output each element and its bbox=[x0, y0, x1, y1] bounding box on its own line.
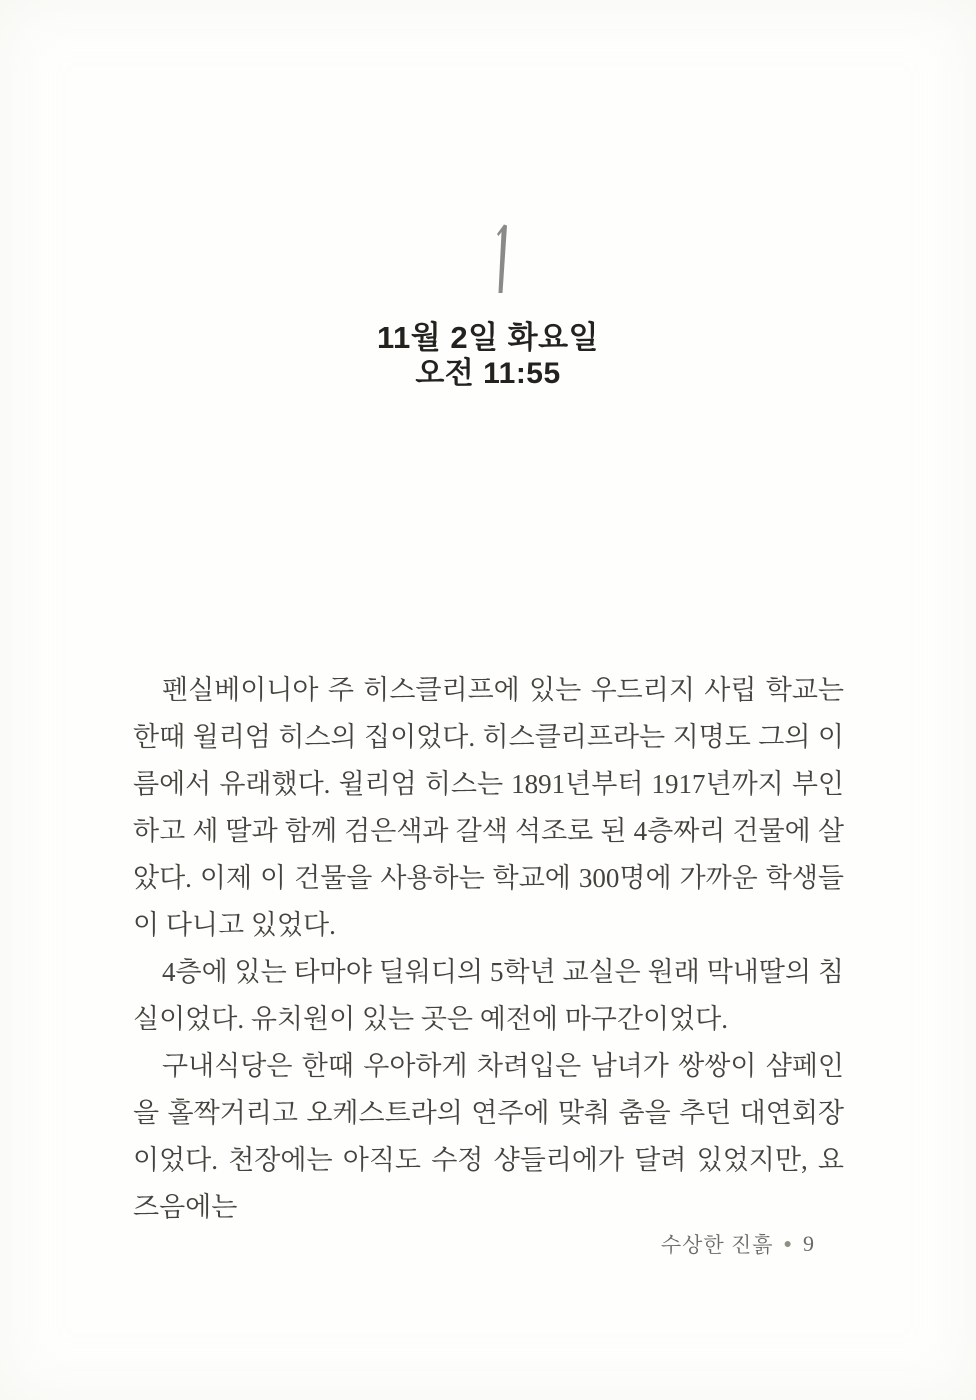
chapter-time-heading: 오전 11:55 bbox=[415, 357, 561, 390]
bullet-dot-icon: ● bbox=[783, 1237, 793, 1252]
paragraph-3: 구내식당은 한때 우아하게 차려입은 남녀가 쌍쌍이 샴페인을 홀짝거리고 오케스트라의 연주에 맞춰 춤을 추던 대연회장이었다. 천장에는 아직도 수정 샹들리에가 달려 있었지만, 요즈음에는 bbox=[133, 1051, 844, 1222]
running-title: 수상한 진흙 bbox=[660, 1233, 774, 1257]
chapter-heading bbox=[0, 320, 976, 392]
paragraph-1: 펜실베이니아 주 히스클리프에 있는 우드리지 사립 학교는 한때 윌리엄 히스의 집이었다. 히스클리프라는 지명도 그의 이름에서 유래했다. 윌리엄 히스는 1891년부터 1917년까지 부인하고 세 딸과 함께 검은색과 갈색 석조로 된 4층짜리 건물에 살았다. 이제 이 건물을 사용하는 학교에 300명에 가까운 학생들이 다니고 있었다. bbox=[133, 675, 844, 940]
paragraph-2: 4층에 있는 타마야 딜워디의 5학년 교실은 원래 막내딸의 침실이었다. 유치원이 있는 곳은 예전에 마구간이었다. bbox=[133, 957, 844, 1034]
body-text-block bbox=[133, 667, 844, 1231]
chapter-number-1-icon bbox=[488, 224, 516, 294]
chapter-date-heading: 11월 2일 화요일 bbox=[377, 320, 599, 355]
page-footer bbox=[661, 1229, 815, 1259]
page-number: 9 bbox=[803, 1231, 815, 1256]
